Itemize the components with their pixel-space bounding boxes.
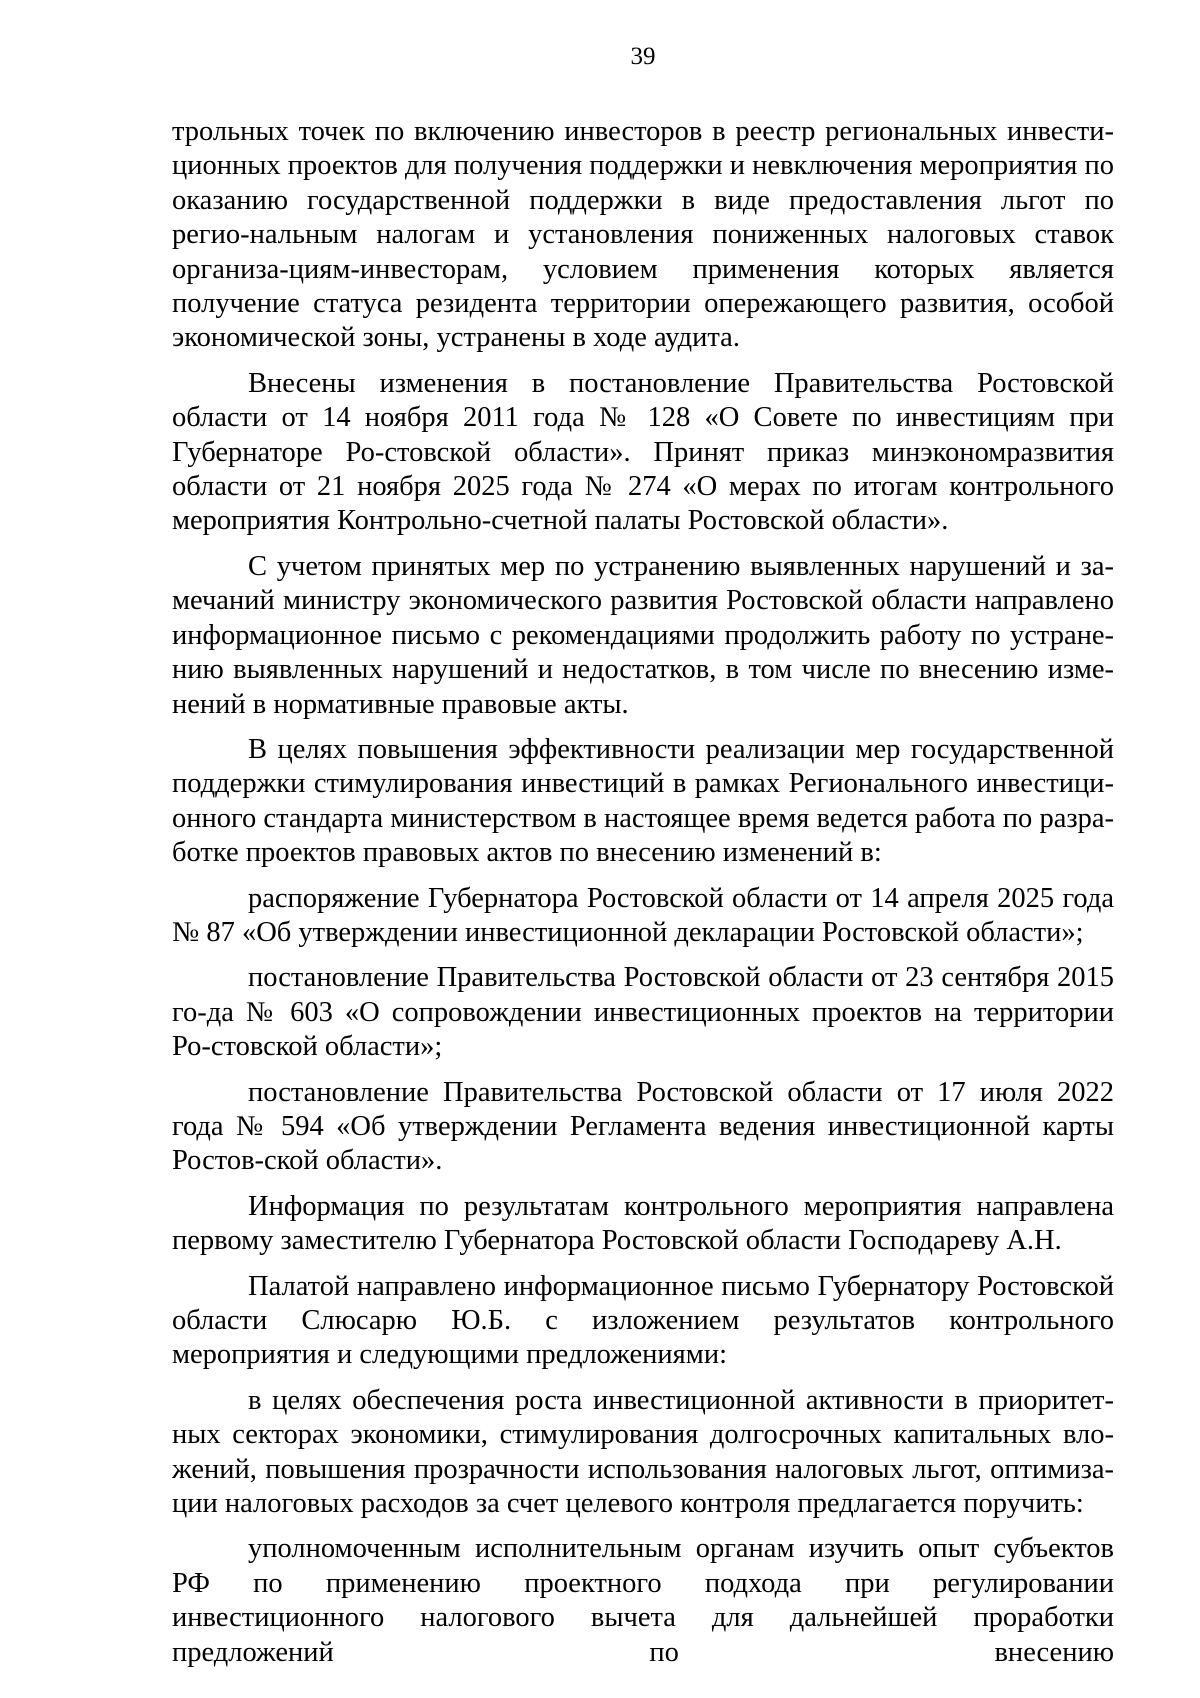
list-item-resolution-594: постановление Правительства Ростовской области от 17 июля 2022 года № 594 «Об утверждении Регламента ведения инвестиционной карты Ростов-ской области».: [172, 1076, 1114, 1177]
paragraph-authorized-bodies: уполномоченным исполнительным органам изучить опыт субъектов РФ по применению проектного подхода при регулировании инвестиционного налогового вычета для дальнейшей проработки предложений по внесению: [172, 1533, 1114, 1668]
paragraph-amendments: Внесены изменения в постановление Правительства Ростовской области от 14 ноября 2011 года № 128 «О Совете по инвестициям при Губернаторе Ро-стовской области». Принят приказ минэкономразвития области от 21 ноября 2025 года № 274 «О мерах по итогам контрольного мероприятия Контрольно-счетной палаты Ростовской области».: [172, 367, 1114, 537]
paragraph-proposals: в целях обеспечения роста инвестиционной активности в приоритет-ных секторах экономики, стимулирования долгосрочных капитальных вло-жений, повышения прозрачности использования налоговых льгот, оптимиза-ции налоговых расходов за счет целевого контроля предлагается поручить:: [172, 1384, 1114, 1520]
paragraph-measures: С учетом принятых мер по устранению выявленных нарушений и за-мечаний министру экономического развития Ростовской области направлено информационное письмо с рекомендациями продолжить работу по устране-нию выявленных нарушений и недостатков, в том числе по внесению изме-нений в нормативные правовые акты.: [172, 550, 1114, 720]
paragraph-efficiency: В целях повышения эффективности реализации мер государственной поддержки стимулирования инвестиций в рамках Регионального инвестици-онного стандарта министерством в настоящее время ведется работа по разра-ботке проектов правовых актов по внесению изменений в:: [172, 733, 1114, 869]
list-item-order-87: распоряжение Губернатора Ростовской области от 14 апреля 2025 года № 87 «Об утверждении инвестиционной декларации Ростовской области»;: [172, 882, 1114, 948]
paragraph-letter-to-governor: Палатой направлено информационное письмо Губернатору Ростовской области Слюсарю Ю.Б. с изложением результатов контрольного мероприятия и следующими предложениями:: [172, 1270, 1114, 1371]
document-body: [172, 115, 1114, 1670]
paragraph-information-sent: Информация по результатам контрольного мероприятия направлена первому заместителю Губернатора Ростовской области Господареву А.Н.: [172, 1190, 1114, 1257]
list-item-resolution-603: постановление Правительства Ростовской области от 23 сентября 2015 го-да № 603 «О сопровождении инвестиционных проектов на территории Ро-стовской области»;: [172, 962, 1114, 1063]
page-number: 39: [630, 43, 656, 70]
paragraph-continuation: трольных точек по включению инвесторов в реестр региональных инвести-ционных проектов для получения поддержки и невключения мероприятия по оказанию государственной поддержки в виде предоставления льгот по регио-нальным налогам и установления пониженных налоговых ставок организа-циям-инвесторам, условием применения которых является получение статуса резидента территории опережающего развития, особой экономической зоны, устранены в ходе аудита.: [172, 116, 1114, 354]
